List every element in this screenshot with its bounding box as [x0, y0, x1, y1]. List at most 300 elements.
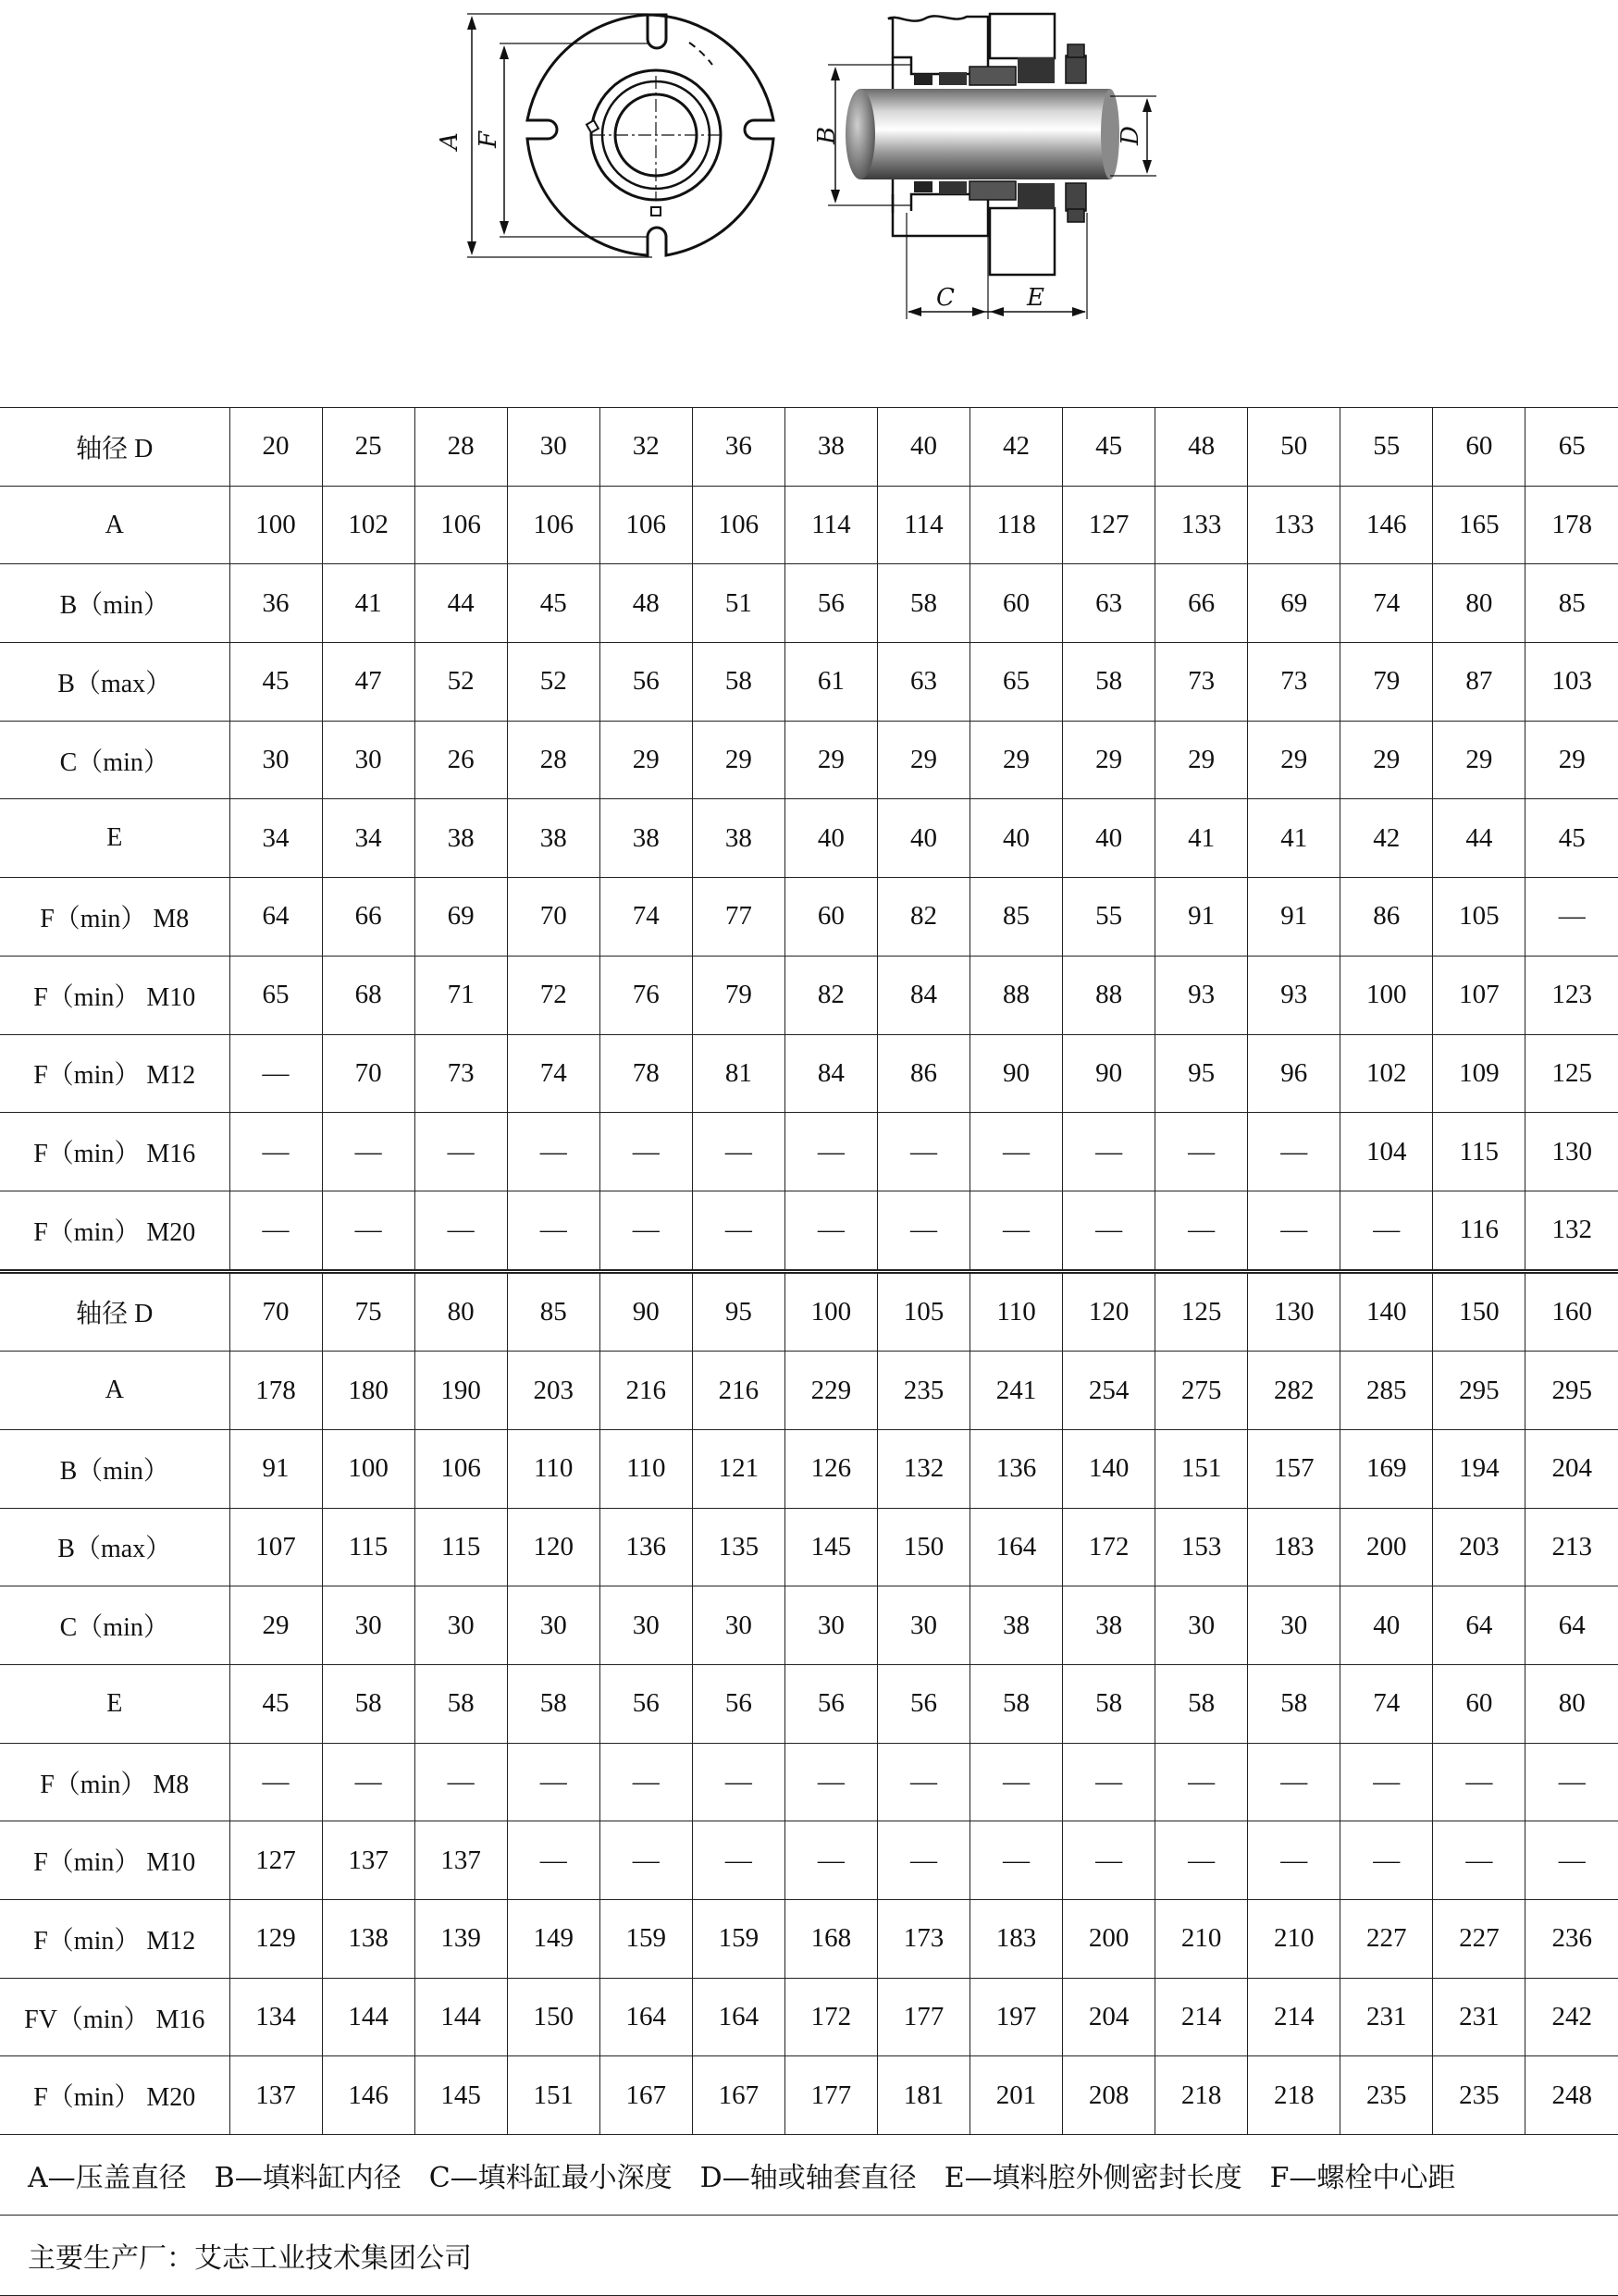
table-cell: 167 — [692, 2056, 784, 2135]
row-label: F（min） M12 — [0, 1034, 229, 1113]
table-cell: — — [1340, 1743, 1433, 1821]
table-cell: 132 — [1525, 1191, 1618, 1271]
dim-label-d: D — [1117, 126, 1144, 145]
table-cell: — — [599, 1821, 692, 1900]
table-row — [0, 799, 1618, 878]
table-cell: 60 — [970, 564, 1063, 643]
table-row — [0, 1352, 1618, 1430]
table-cell: 29 — [1248, 721, 1340, 799]
table-row — [0, 1978, 1618, 2056]
table-cell: 29 — [1433, 721, 1525, 799]
table-cell: 41 — [322, 564, 414, 643]
table-cell: 86 — [1340, 878, 1433, 957]
table-cell: 100 — [229, 486, 322, 564]
table-cell: 85 — [970, 878, 1063, 957]
row-label: F（min） M20 — [0, 2056, 229, 2135]
table-cell: — — [322, 1191, 414, 1271]
table-cell: 85 — [507, 1271, 599, 1352]
table-cell: — — [1155, 1821, 1248, 1900]
table-cell: 295 — [1433, 1352, 1525, 1430]
table-cell: 229 — [784, 1352, 877, 1430]
table-cell: 115 — [322, 1508, 414, 1586]
table-cell: 52 — [414, 643, 507, 722]
table-cell: 203 — [1433, 1508, 1525, 1586]
table-cell: 70 — [229, 1271, 322, 1352]
table-cell: 55 — [1063, 878, 1155, 957]
table-row — [0, 486, 1618, 564]
table-cell: 214 — [1155, 1978, 1248, 2056]
table-cell: 25 — [322, 408, 414, 487]
table-cell: 82 — [877, 878, 970, 957]
table-cell: 105 — [877, 1271, 970, 1352]
table-cell: 200 — [1340, 1508, 1433, 1586]
table-cell: 96 — [1248, 1034, 1340, 1113]
table-cell: 210 — [1248, 1900, 1340, 1979]
table-cell: 93 — [1248, 956, 1340, 1034]
table-cell: 29 — [1340, 721, 1433, 799]
table-cell: 90 — [970, 1034, 1063, 1113]
table-cell: 47 — [322, 643, 414, 722]
row-label: F（min） M16 — [0, 1113, 229, 1191]
table-cell: 213 — [1525, 1508, 1618, 1586]
table-cell: 76 — [599, 956, 692, 1034]
table-cell: 130 — [1525, 1113, 1618, 1191]
table-cell: 91 — [229, 1429, 322, 1508]
table-cell: 29 — [877, 721, 970, 799]
table-cell: 127 — [229, 1821, 322, 1900]
table-cell: 91 — [1155, 878, 1248, 957]
table-cell: 129 — [229, 1900, 322, 1979]
table-cell: 135 — [692, 1508, 784, 1586]
table-cell: — — [1063, 1113, 1155, 1191]
table-row — [0, 1586, 1618, 1665]
table-cell: — — [970, 1821, 1063, 1900]
table-cell: 45 — [229, 1665, 322, 1744]
table-cell: 58 — [970, 1665, 1063, 1744]
table-cell: 137 — [414, 1821, 507, 1900]
table-cell: 65 — [229, 956, 322, 1034]
table-cell: 38 — [1063, 1586, 1155, 1665]
table-cell: 56 — [784, 1665, 877, 1744]
table-cell: 74 — [1340, 564, 1433, 643]
table-cell: 275 — [1155, 1352, 1248, 1430]
table-cell: 130 — [1248, 1271, 1340, 1352]
table-cell: 120 — [507, 1508, 599, 1586]
table-cell: — — [970, 1191, 1063, 1271]
table-cell: 81 — [692, 1034, 784, 1113]
table-cell: 30 — [877, 1586, 970, 1665]
table-cell: — — [877, 1191, 970, 1271]
table-cell: — — [1063, 1191, 1155, 1271]
table-cell: 48 — [599, 564, 692, 643]
table-cell: 65 — [1525, 408, 1618, 487]
table-cell: 58 — [1155, 1665, 1248, 1744]
table-cell: 203 — [507, 1352, 599, 1430]
table-cell: 197 — [970, 1978, 1063, 2056]
table-cell: 60 — [1433, 408, 1525, 487]
table-cell: 65 — [970, 643, 1063, 722]
table-cell: — — [877, 1743, 970, 1821]
table-cell: 74 — [1340, 1665, 1433, 1744]
row-label: C（min） — [0, 1586, 229, 1665]
table-cell: 295 — [1525, 1352, 1618, 1430]
table-cell: 73 — [1248, 643, 1340, 722]
table-cell: 180 — [322, 1352, 414, 1430]
table-cell: — — [1248, 1821, 1340, 1900]
table-cell: 70 — [322, 1034, 414, 1113]
table-cell: 80 — [1525, 1665, 1618, 1744]
table-cell: 29 — [1155, 721, 1248, 799]
table-cell: 30 — [784, 1586, 877, 1665]
table-cell: 159 — [692, 1900, 784, 1979]
table-cell: 133 — [1155, 486, 1248, 564]
table-row — [0, 878, 1618, 957]
table-cell: 121 — [692, 1429, 784, 1508]
table-cell: — — [1063, 1821, 1155, 1900]
row-label: 轴径 D — [0, 408, 229, 487]
table-cell: 88 — [1063, 956, 1155, 1034]
section-view — [813, 14, 1156, 319]
table-cell: 190 — [414, 1352, 507, 1430]
dimension-table — [0, 407, 1618, 2296]
row-label: B（min） — [0, 564, 229, 643]
table-cell: 150 — [507, 1978, 599, 2056]
table-cell: — — [599, 1191, 692, 1271]
table-row — [0, 1665, 1618, 1744]
table-cell: 100 — [784, 1271, 877, 1352]
table-cell: 140 — [1063, 1429, 1155, 1508]
table-cell: — — [784, 1743, 877, 1821]
table-cell: 114 — [877, 486, 970, 564]
row-label: FV（min） M16 — [0, 1978, 229, 2056]
table-cell: 28 — [507, 721, 599, 799]
table-cell: 58 — [1063, 643, 1155, 722]
table-cell: — — [1433, 1743, 1525, 1821]
table-cell: — — [692, 1113, 784, 1191]
table-cell: — — [1248, 1191, 1340, 1271]
table-cell: 64 — [229, 878, 322, 957]
table-cell: 172 — [1063, 1508, 1155, 1586]
table-cell: 51 — [692, 564, 784, 643]
table-cell: 204 — [1063, 1978, 1155, 2056]
table-cell: 201 — [970, 2056, 1063, 2135]
table-cell: 95 — [692, 1271, 784, 1352]
table-cell: 132 — [877, 1429, 970, 1508]
table-cell: — — [599, 1743, 692, 1821]
table-cell: 29 — [1063, 721, 1155, 799]
table-cell: 100 — [1340, 956, 1433, 1034]
table-cell: 45 — [507, 564, 599, 643]
table-cell: — — [1248, 1743, 1340, 1821]
table-cell: — — [229, 1113, 322, 1191]
front-view — [436, 14, 776, 257]
table-cell: 181 — [877, 2056, 970, 2135]
table-cell: 30 — [229, 721, 322, 799]
table-cell: — — [1525, 1821, 1618, 1900]
table-cell: 44 — [1433, 799, 1525, 878]
table-cell: 38 — [414, 799, 507, 878]
table-cell: 145 — [414, 2056, 507, 2135]
table-cell: 91 — [1248, 878, 1340, 957]
row-label: C（min） — [0, 721, 229, 799]
row-label: 轴径 D — [0, 1271, 229, 1352]
table-cell: 34 — [322, 799, 414, 878]
table-cell: 80 — [414, 1271, 507, 1352]
table-cell: 42 — [970, 408, 1063, 487]
table-cell: 36 — [692, 408, 784, 487]
table-cell: 34 — [229, 799, 322, 878]
table-cell: 134 — [229, 1978, 322, 2056]
table-cell: 74 — [599, 878, 692, 957]
table-cell: 104 — [1340, 1113, 1433, 1191]
table-cell: 40 — [1063, 799, 1155, 878]
table-cell: 58 — [692, 643, 784, 722]
table-cell: 227 — [1340, 1900, 1433, 1979]
table-cell: — — [414, 1743, 507, 1821]
table-cell: — — [1525, 878, 1618, 957]
row-label: A — [0, 486, 229, 564]
table-cell: 29 — [970, 721, 1063, 799]
table-cell: — — [229, 1743, 322, 1821]
table-cell: 68 — [322, 956, 414, 1034]
table-cell: 29 — [599, 721, 692, 799]
table-cell: 30 — [507, 1586, 599, 1665]
table-cell: 133 — [1248, 486, 1340, 564]
table-cell: 63 — [877, 643, 970, 722]
table-cell: 164 — [970, 1508, 1063, 1586]
dim-label-b: B — [813, 126, 841, 144]
table-body — [0, 408, 1618, 2296]
table-cell: — — [970, 1113, 1063, 1191]
table-cell: 107 — [229, 1508, 322, 1586]
table-cell: — — [229, 1191, 322, 1271]
table-cell: 136 — [970, 1429, 1063, 1508]
row-label: F（min） M20 — [0, 1191, 229, 1271]
table-cell: 29 — [784, 721, 877, 799]
table-cell: 106 — [507, 486, 599, 564]
table-cell: 285 — [1340, 1352, 1433, 1430]
table-cell: — — [692, 1191, 784, 1271]
table-cell: 160 — [1525, 1271, 1618, 1352]
dim-label-c: C — [936, 284, 955, 312]
table-cell: 66 — [322, 878, 414, 957]
table-cell: 64 — [1433, 1586, 1525, 1665]
table-cell: — — [322, 1113, 414, 1191]
table-cell: — — [784, 1113, 877, 1191]
table-cell: 60 — [1433, 1665, 1525, 1744]
table-row — [0, 1271, 1618, 1352]
table-cell: 146 — [1340, 486, 1433, 564]
table-cell: 164 — [599, 1978, 692, 2056]
table-cell: 88 — [970, 956, 1063, 1034]
table-cell: 56 — [599, 643, 692, 722]
seal-drawing-svg — [0, 0, 1618, 333]
table-cell: 218 — [1248, 2056, 1340, 2135]
table-cell: 137 — [229, 2056, 322, 2135]
table-cell: 214 — [1248, 1978, 1340, 2056]
table-cell: 146 — [322, 2056, 414, 2135]
table-cell: 58 — [414, 1665, 507, 1744]
table-cell: 107 — [1433, 956, 1525, 1034]
table-cell: 79 — [1340, 643, 1433, 722]
table-cell: — — [970, 1743, 1063, 1821]
table-cell: 69 — [414, 878, 507, 957]
table-cell: 103 — [1525, 643, 1618, 722]
table-row — [0, 2056, 1618, 2135]
table-cell: 84 — [877, 956, 970, 1034]
table-cell: 42 — [1340, 799, 1433, 878]
row-label: E — [0, 1665, 229, 1744]
row-label: F（min） M8 — [0, 1743, 229, 1821]
table-cell: 231 — [1433, 1978, 1525, 2056]
table-cell: 118 — [970, 486, 1063, 564]
table-cell: 30 — [692, 1586, 784, 1665]
table-cell: — — [692, 1743, 784, 1821]
table-cell: 115 — [414, 1508, 507, 1586]
table-cell: 241 — [970, 1352, 1063, 1430]
table-cell: 173 — [877, 1900, 970, 1979]
table-cell: 30 — [1248, 1586, 1340, 1665]
row-label: B（min） — [0, 1429, 229, 1508]
table-cell: — — [1155, 1743, 1248, 1821]
table-cell: 73 — [1155, 643, 1248, 722]
table-cell: 58 — [1248, 1665, 1340, 1744]
table-cell: 200 — [1063, 1900, 1155, 1979]
table-cell: 236 — [1525, 1900, 1618, 1979]
table-cell: 164 — [692, 1978, 784, 2056]
table-cell: 87 — [1433, 643, 1525, 722]
table-cell: 157 — [1248, 1429, 1340, 1508]
legend-row — [0, 2135, 1618, 2216]
table-cell: 79 — [692, 956, 784, 1034]
table-row — [0, 721, 1618, 799]
table-cell: 45 — [1525, 799, 1618, 878]
table-cell: 116 — [1433, 1191, 1525, 1271]
table-cell: 172 — [784, 1978, 877, 2056]
table-cell: 242 — [1525, 1978, 1618, 2056]
table-cell: 52 — [507, 643, 599, 722]
table-cell: 178 — [1525, 486, 1618, 564]
table-cell: 75 — [322, 1271, 414, 1352]
table-cell: 30 — [1155, 1586, 1248, 1665]
table-cell: 48 — [1155, 408, 1248, 487]
table-cell: 127 — [1063, 486, 1155, 564]
table-cell: 45 — [1063, 408, 1155, 487]
table-cell: 73 — [414, 1034, 507, 1113]
table-cell: 78 — [599, 1034, 692, 1113]
seal-drawing — [0, 0, 1618, 333]
table-row — [0, 1113, 1618, 1191]
row-label: B（max） — [0, 1508, 229, 1586]
table-cell: 56 — [784, 564, 877, 643]
table-cell: 102 — [322, 486, 414, 564]
table-cell: 106 — [414, 1429, 507, 1508]
table-cell: 178 — [229, 1352, 322, 1430]
table-cell: 66 — [1155, 564, 1248, 643]
table-cell: 58 — [322, 1665, 414, 1744]
table-cell: 138 — [322, 1900, 414, 1979]
table-cell: 218 — [1155, 2056, 1248, 2135]
table-cell: 30 — [322, 1586, 414, 1665]
table-cell: 153 — [1155, 1508, 1248, 1586]
table-cell: 55 — [1340, 408, 1433, 487]
table-cell: 38 — [507, 799, 599, 878]
table-cell: 169 — [1340, 1429, 1433, 1508]
table-cell: 248 — [1525, 2056, 1618, 2135]
dim-label-f: F — [475, 130, 502, 148]
row-label: A — [0, 1352, 229, 1430]
table-cell: 40 — [784, 799, 877, 878]
table-cell: — — [784, 1821, 877, 1900]
table-cell: 102 — [1340, 1034, 1433, 1113]
table-cell: 60 — [784, 878, 877, 957]
legend-text: A—压盖直径 B—填料缸内径 C—填料缸最小深度 D—轴或轴套直径 E—填料腔外侧密封长度 F—螺栓中心距 — [0, 2135, 1618, 2216]
table-cell: — — [1063, 1743, 1155, 1821]
table-cell: 40 — [877, 799, 970, 878]
table-row — [0, 564, 1618, 643]
table-cell: 110 — [970, 1271, 1063, 1352]
table-cell: 71 — [414, 956, 507, 1034]
table-row — [0, 1191, 1618, 1271]
table-cell: — — [1340, 1191, 1433, 1271]
manufacturer-row — [0, 2216, 1618, 2296]
dim-label-a: A — [436, 132, 463, 150]
table-cell: 38 — [692, 799, 784, 878]
table-cell: — — [784, 1191, 877, 1271]
table-cell: 93 — [1155, 956, 1248, 1034]
table-cell: 144 — [322, 1978, 414, 2056]
table-cell: 123 — [1525, 956, 1618, 1034]
table-cell: 254 — [1063, 1352, 1155, 1430]
table-cell: 56 — [599, 1665, 692, 1744]
table-cell: 106 — [692, 486, 784, 564]
table-cell: 29 — [229, 1586, 322, 1665]
table-cell: — — [507, 1821, 599, 1900]
table-cell: 80 — [1433, 564, 1525, 643]
table-cell: 90 — [1063, 1034, 1155, 1113]
table-cell: 183 — [1248, 1508, 1340, 1586]
table-cell: 40 — [1340, 1586, 1433, 1665]
table-cell: — — [877, 1113, 970, 1191]
table-cell: 45 — [229, 643, 322, 722]
table-cell: 282 — [1248, 1352, 1340, 1430]
table-cell: 40 — [877, 408, 970, 487]
table-cell: 58 — [877, 564, 970, 643]
table-cell: — — [599, 1113, 692, 1191]
table-cell: 150 — [877, 1508, 970, 1586]
table-cell: 183 — [970, 1900, 1063, 1979]
table-cell: 165 — [1433, 486, 1525, 564]
table-cell: 58 — [507, 1665, 599, 1744]
table-cell: — — [229, 1034, 322, 1113]
table-cell: 106 — [414, 486, 507, 564]
table-cell: 38 — [784, 408, 877, 487]
table-cell: 151 — [1155, 1429, 1248, 1508]
table-cell: 28 — [414, 408, 507, 487]
table-cell: — — [1248, 1113, 1340, 1191]
table-cell: 40 — [970, 799, 1063, 878]
table-cell: 105 — [1433, 878, 1525, 957]
table-cell: 159 — [599, 1900, 692, 1979]
table-row — [0, 643, 1618, 722]
table-cell: 167 — [599, 2056, 692, 2135]
table-cell: — — [877, 1821, 970, 1900]
row-label: B（max） — [0, 643, 229, 722]
table-cell: 100 — [322, 1429, 414, 1508]
table-cell: 85 — [1525, 564, 1618, 643]
table-cell: 168 — [784, 1900, 877, 1979]
table-cell: 58 — [1063, 1665, 1155, 1744]
